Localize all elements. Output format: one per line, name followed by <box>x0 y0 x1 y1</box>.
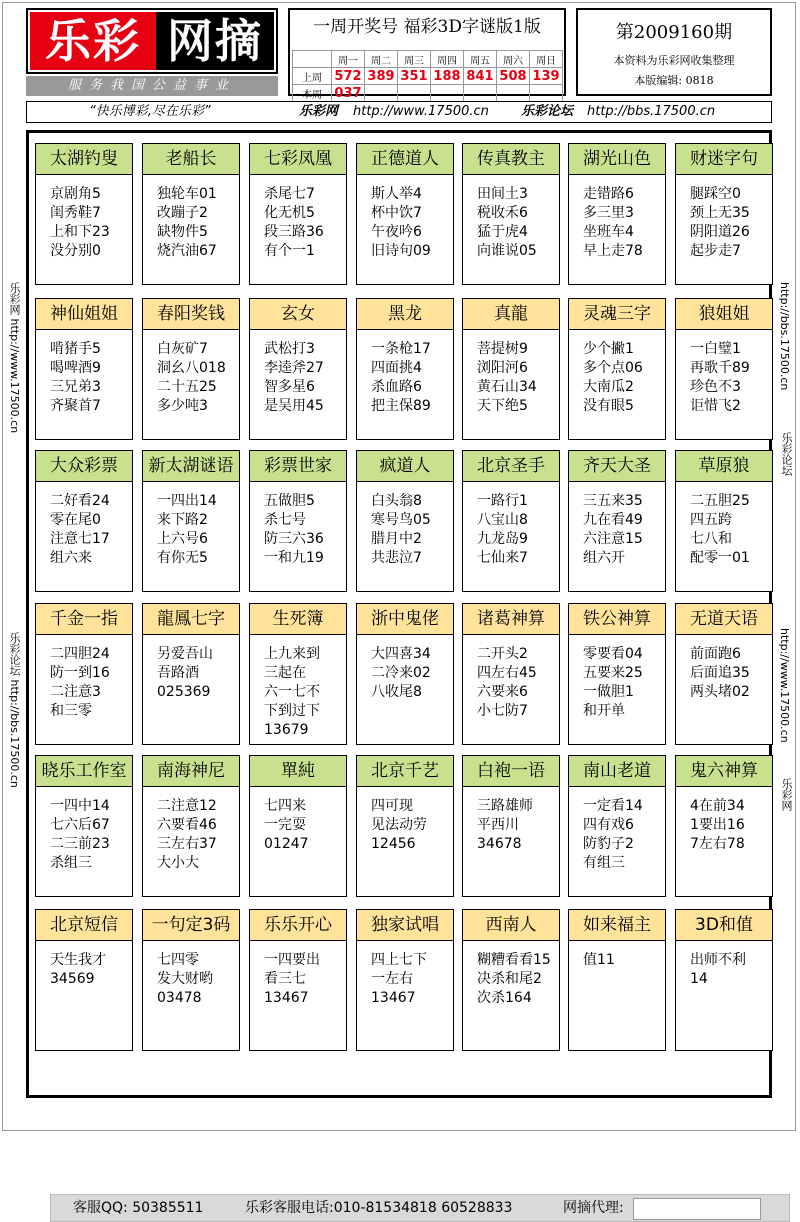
draw-number: 841 <box>464 68 497 85</box>
riddle-author: 3D和值 <box>676 910 772 941</box>
riddle-text: 四上七下 一左右 13467 <box>371 952 427 1006</box>
riddle-author: 浙中鬼佬 <box>357 604 453 635</box>
site1-link[interactable]: http://www.17500.cn <box>353 104 489 119</box>
draw-number <box>464 85 497 102</box>
day-header: 周一 <box>332 51 365 68</box>
riddle-cell <box>142 450 240 592</box>
riddle-author: 七彩凤凰 <box>250 144 346 175</box>
riddle-text: 三路雄师 平西川 34678 <box>477 798 533 852</box>
side-text-right-top: http://bbs.17500.cn <box>778 282 791 391</box>
draw-number: 139 <box>530 68 563 85</box>
riddle-text: 一白璧1 再歌千89 珍色不3 讵惜飞2 <box>690 341 750 414</box>
riddle-text: 田间土3 税收禾6 猛于虎4 向谁说05 <box>477 186 537 259</box>
riddle-author: 老船长 <box>143 144 239 175</box>
riddle-text: 一定看14 四有戏6 防豹子2 有组三 <box>583 798 643 871</box>
draw-number: 572 <box>332 68 365 85</box>
riddle-cell <box>462 298 560 440</box>
riddle-text: 七四来 一完耍 01247 <box>264 798 309 852</box>
day-header: 周四 <box>431 51 464 68</box>
riddle-text: 武松打3 李逵斧27 智多星6 是吴用45 <box>264 341 324 414</box>
side-text-left-bottom: 乐彩论坛 http://bbs.17500.cn <box>8 632 21 788</box>
issue-box <box>576 8 772 96</box>
riddle-author: 白袍一语 <box>463 756 559 787</box>
riddle-author: 财迷字句 <box>676 144 772 175</box>
riddle-cell <box>249 755 347 897</box>
riddle-author: 一句定3码 <box>143 910 239 941</box>
riddle-author: 龍鳳七字 <box>143 604 239 635</box>
logo-red-text: 乐彩 <box>30 12 156 70</box>
logo-black-text: 网摘 <box>156 12 274 70</box>
riddle-cell <box>568 603 666 745</box>
riddle-text: 啃猪手5 喝啤酒9 三兄弟3 齐聚首7 <box>50 341 101 414</box>
riddle-cell <box>249 909 347 1051</box>
riddle-text: 腿踩空0 颈上无35 阴阳道26 起步走7 <box>690 186 750 259</box>
riddle-cell <box>675 143 773 285</box>
riddle-text: 二开头2 四左右45 六要来6 小七防7 <box>477 646 537 719</box>
riddle-cell <box>462 450 560 592</box>
draw-number: 508 <box>497 68 530 85</box>
riddle-cell <box>675 755 773 897</box>
riddle-author: 春阳奖钱 <box>143 299 239 330</box>
draw-number <box>530 85 563 102</box>
riddle-author: 黑龙 <box>357 299 453 330</box>
riddle-author: 神仙姐姐 <box>36 299 132 330</box>
riddle-text: 大四喜34 二冷来02 八收尾8 <box>371 646 431 700</box>
riddle-author: 独家试唱 <box>357 910 453 941</box>
riddle-text: 上九来到 三起在 六一七不 下到过下 13679 <box>264 646 320 738</box>
riddle-text: 二注意12 六要看46 三左右37 大小大 <box>157 798 217 871</box>
site1-name: 乐彩网 <box>299 104 339 119</box>
riddle-text: 杀尾七7 化无机5 段三路36 有个一1 <box>264 186 324 259</box>
riddle-cell <box>568 298 666 440</box>
riddle-text: 糊糟看看15 决杀和尾2 次杀164 <box>477 952 551 1006</box>
riddle-text: 二四胆24 防一到16 二注意3 和三零 <box>50 646 110 719</box>
service-qq: 客服QQ: 50385511 <box>73 1200 204 1216</box>
riddle-cell <box>568 450 666 592</box>
riddle-cell <box>35 450 133 592</box>
service-phone: 乐彩客服电话:010-81534818 60528833 <box>245 1200 513 1216</box>
day-header: 周日 <box>530 51 563 68</box>
day-header: 周五 <box>464 51 497 68</box>
draw-number: 351 <box>398 68 431 85</box>
issue-editor: 本版编辑: 0818 <box>634 74 714 87</box>
riddle-author: 如来福主 <box>569 910 665 941</box>
riddle-cell <box>142 298 240 440</box>
riddle-cell <box>249 603 347 745</box>
riddle-author: 真龍 <box>463 299 559 330</box>
riddle-author: 彩票世家 <box>250 451 346 482</box>
riddle-cell <box>249 450 347 592</box>
riddle-author: 單純 <box>250 756 346 787</box>
slogan: 服务我国公益事业 <box>26 76 278 96</box>
draw-number <box>398 85 431 102</box>
riddle-cell <box>462 603 560 745</box>
riddle-text: 少个撇1 多个点06 大南瓜2 没有眼5 <box>583 341 643 414</box>
side-text-right-lower: http://www.17500.cn <box>778 628 791 743</box>
riddle-text: 白头翁8 寒号鸟05 腊月中2 共悲泣7 <box>371 493 431 566</box>
riddle-cell <box>35 143 133 285</box>
riddle-author: 正德道人 <box>357 144 453 175</box>
banner <box>26 101 772 123</box>
riddle-cell <box>142 909 240 1051</box>
riddle-cell <box>356 909 454 1051</box>
side-text-right-mid: 乐彩论坛 <box>780 432 793 476</box>
riddle-author: 西南人 <box>463 910 559 941</box>
riddle-cell <box>675 450 773 592</box>
issue-number: 第2009160期 <box>615 22 733 43</box>
riddle-author: 疯道人 <box>357 451 453 482</box>
riddle-text: 一条枪17 四面挑4 杀血路6 把主保89 <box>371 341 431 414</box>
riddle-cell <box>568 909 666 1051</box>
riddle-author: 生死簿 <box>250 604 346 635</box>
riddle-text: 一四出14 来下路2 上六号6 有你无5 <box>157 493 217 566</box>
riddle-text: 一路行1 八宝山8 九龙岛9 七仙来7 <box>477 493 528 566</box>
riddle-cell <box>356 603 454 745</box>
riddle-author: 北京圣手 <box>463 451 559 482</box>
draw-number: 037 <box>332 85 365 102</box>
riddle-cell <box>462 909 560 1051</box>
riddle-author: 大众彩票 <box>36 451 132 482</box>
riddle-text: 京剧角5 闺秀鞋7 上和下23 没分别0 <box>50 186 110 259</box>
this-week-label: 本周 <box>293 85 332 102</box>
riddle-cell <box>35 603 133 745</box>
riddle-author: 南海神尼 <box>143 756 239 787</box>
riddle-author: 太湖钓叟 <box>36 144 132 175</box>
riddle-text: 一四中14 七六后67 二三前23 杀组三 <box>50 798 110 871</box>
riddle-text: 独轮车01 改蹦子2 缺物件5 烧汽油67 <box>157 186 217 259</box>
riddle-cell <box>35 909 133 1051</box>
riddle-text: 值11 <box>583 952 615 968</box>
draw-number: 188 <box>431 68 464 85</box>
riddle-author: 鬼六神算 <box>676 756 772 787</box>
last-week-label: 上周 <box>293 68 332 85</box>
side-text-right-bottom: 乐彩网 <box>780 778 793 811</box>
riddle-author: 诸葛神算 <box>463 604 559 635</box>
riddle-author: 千金一指 <box>36 604 132 635</box>
side-text-left-top: 乐彩网 http://www.17500.cn <box>8 282 21 434</box>
issue-note: 本资料为乐彩网收集整理 <box>613 54 735 67</box>
riddle-cell <box>35 755 133 897</box>
riddle-cell <box>675 603 773 745</box>
riddle-cell <box>249 298 347 440</box>
riddle-cell <box>675 909 773 1051</box>
riddle-author: 传真教主 <box>463 144 559 175</box>
riddle-text: 另爱吾山 吾路酒 025369 <box>157 646 213 700</box>
riddle-text: 五做胆5 杀七号 防三六36 一和九19 <box>264 493 324 566</box>
footer-bar <box>50 1194 790 1222</box>
riddle-author: 铁公神算 <box>569 604 665 635</box>
riddle-text: 七四零 发大财哟 03478 <box>157 952 213 1006</box>
riddle-cell <box>675 298 773 440</box>
motto: “快乐博彩,尽在乐彩” <box>89 104 211 119</box>
site2-link[interactable]: http://bbs.17500.cn <box>587 104 716 119</box>
riddle-cell <box>462 755 560 897</box>
riddle-author: 狼姐姐 <box>676 299 772 330</box>
riddle-text: 出师不利 14 <box>690 952 746 987</box>
riddle-author: 南山老道 <box>569 756 665 787</box>
riddle-author: 灵魂三字 <box>569 299 665 330</box>
riddle-author: 玄女 <box>250 299 346 330</box>
riddle-text: 零要看04 五要来25 一做胆1 和开单 <box>583 646 643 719</box>
riddle-text: 天生我才 34569 <box>50 952 106 987</box>
draw-results-box <box>288 8 566 101</box>
riddle-cell <box>249 143 347 285</box>
agent-field <box>633 1198 761 1220</box>
draw-table <box>292 50 563 102</box>
riddle-grid <box>26 130 772 1098</box>
riddle-text: 4在前34 1要出16 7左右78 <box>690 798 745 852</box>
riddle-cell <box>568 143 666 285</box>
riddle-text: 一四要出 看三七 13467 <box>264 952 320 1006</box>
agent-label: 网摘代理: <box>563 1200 624 1216</box>
riddle-author: 齐天大圣 <box>569 451 665 482</box>
draw-number <box>431 85 464 102</box>
riddle-cell <box>356 755 454 897</box>
riddle-cell <box>142 755 240 897</box>
riddle-text: 白灰矿7 洞幺八018 二十五25 多少吨3 <box>157 341 226 414</box>
day-header: 周二 <box>365 51 398 68</box>
draw-number <box>365 85 398 102</box>
riddle-author: 乐乐开心 <box>250 910 346 941</box>
riddle-cell <box>356 143 454 285</box>
riddle-author: 北京短信 <box>36 910 132 941</box>
riddle-cell <box>142 603 240 745</box>
riddle-author: 无道天语 <box>676 604 772 635</box>
riddle-text: 三五来35 九在看49 六注意15 组六开 <box>583 493 643 566</box>
riddle-author: 湖光山色 <box>569 144 665 175</box>
riddle-author: 北京千艺 <box>357 756 453 787</box>
riddle-author: 草原狼 <box>676 451 772 482</box>
riddle-cell <box>568 755 666 897</box>
draw-number <box>497 85 530 102</box>
riddle-author: 新太湖谜语 <box>143 451 239 482</box>
site2-name: 乐彩论坛 <box>521 104 574 119</box>
day-header: 周六 <box>497 51 530 68</box>
day-header: 周三 <box>398 51 431 68</box>
draw-number: 389 <box>365 68 398 85</box>
draw-title: 一周开奖号 福彩3D字谜版1版 <box>313 17 541 37</box>
riddle-text: 二好看24 零在尾0 注意七17 组六来 <box>50 493 110 566</box>
riddle-cell <box>142 143 240 285</box>
riddle-text: 走错路6 多三里3 坐班车4 早上走78 <box>583 186 643 259</box>
logo <box>26 8 278 74</box>
riddle-text: 斯人举4 杯中饮7 午夜吟6 旧诗句09 <box>371 186 431 259</box>
riddle-cell <box>35 298 133 440</box>
riddle-text: 菩提树9 浏阳河6 黄石山34 天下绝5 <box>477 341 537 414</box>
riddle-cell <box>356 450 454 592</box>
riddle-cell <box>462 143 560 285</box>
riddle-text: 四可现 见法动劳 12456 <box>371 798 427 852</box>
riddle-text: 前面跑6 后面追35 两头堵02 <box>690 646 750 700</box>
riddle-cell <box>356 298 454 440</box>
riddle-author: 晓乐工作室 <box>36 756 132 787</box>
riddle-text: 二五胆25 四五跨 七八和 配零一01 <box>690 493 750 566</box>
